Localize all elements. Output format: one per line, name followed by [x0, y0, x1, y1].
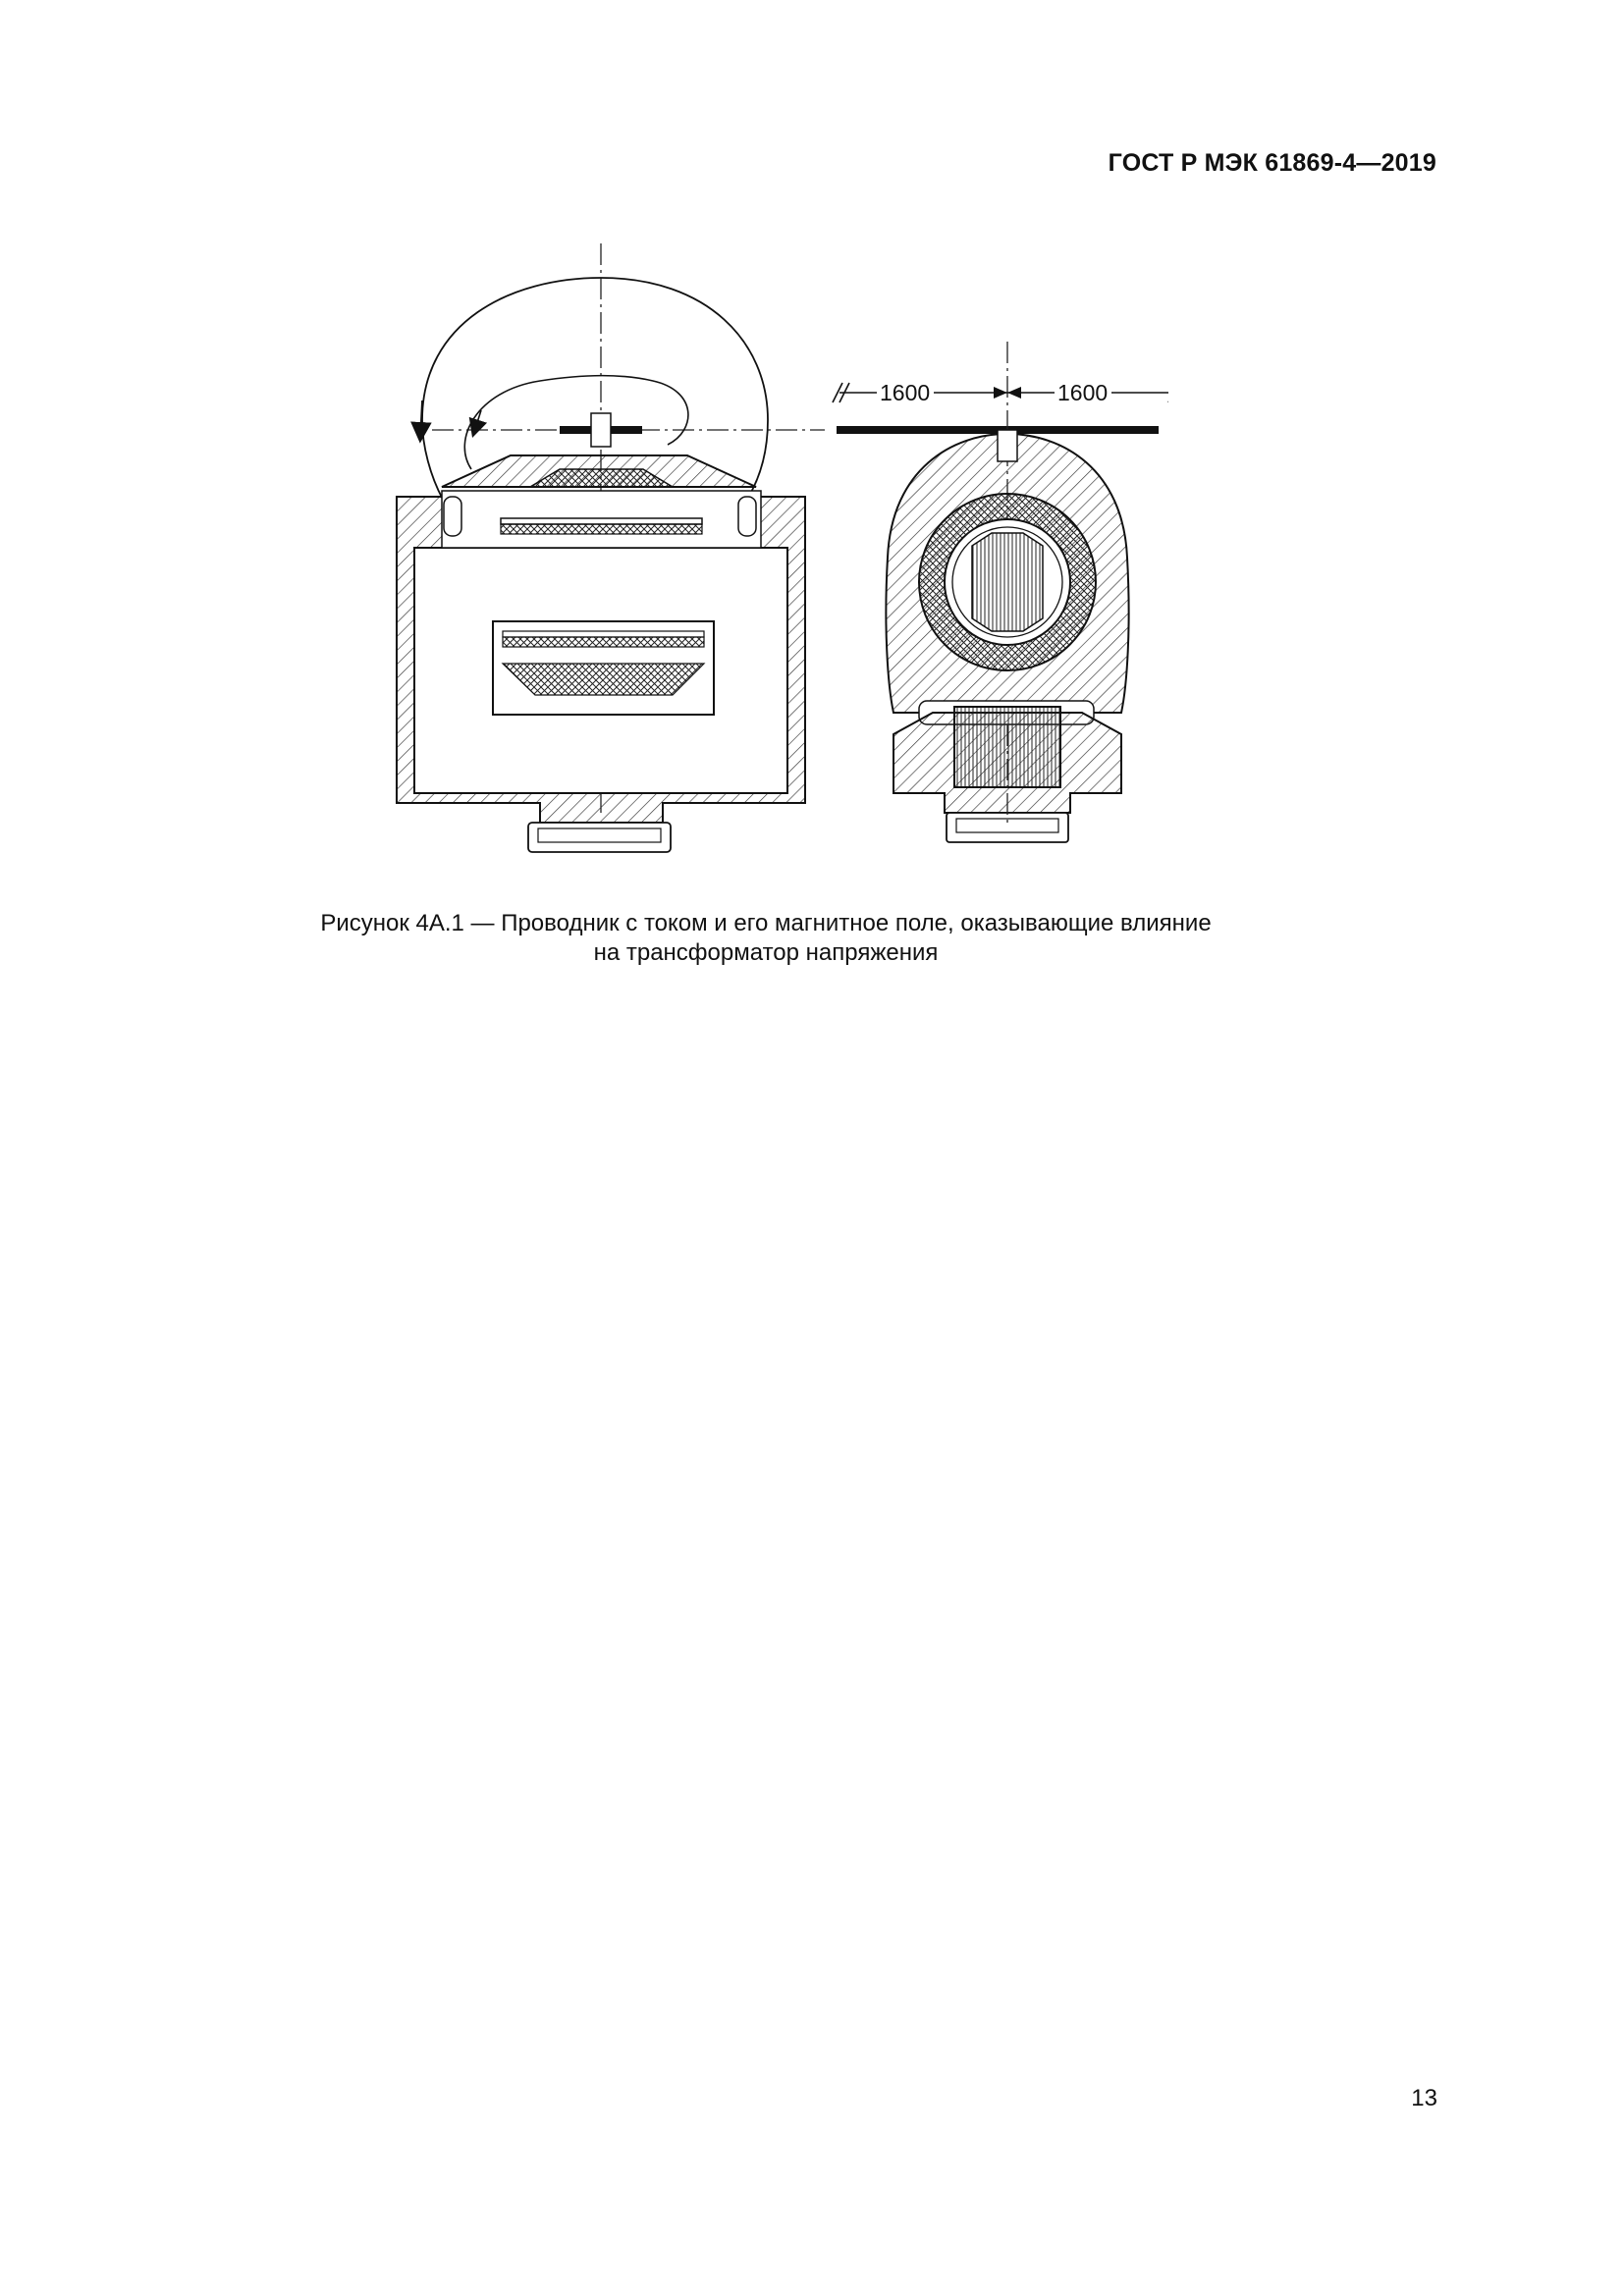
- dimension-right: 1600: [1057, 380, 1109, 405]
- document-id-header: ГОСТ Р МЭК 61869-4—2019: [1108, 149, 1436, 177]
- figure-caption: [245, 909, 1286, 968]
- caption-line-2: на трансформатор напряжения: [593, 939, 939, 966]
- dimension-left: 1600: [880, 380, 931, 405]
- left-view: [397, 243, 825, 852]
- page-number: 13: [1411, 2085, 1437, 2111]
- figure-transformer-drawing: [383, 234, 1168, 872]
- dimension-annotation: [833, 379, 1168, 406]
- caption-line-1: Рисунок 4А.1 — Проводник с током и его магнитное поле, оказывающие влияние: [320, 910, 1212, 936]
- technical-drawing: [383, 234, 1168, 872]
- right-view: [833, 342, 1168, 842]
